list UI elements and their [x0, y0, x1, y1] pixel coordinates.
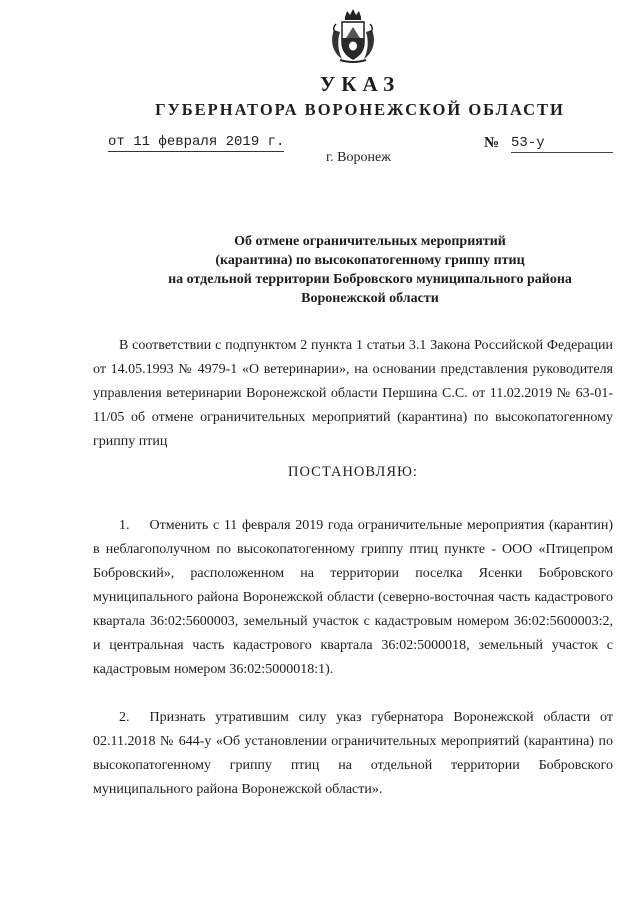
heading-line-1: Об отмене ограничительных мероприятий [234, 234, 506, 249]
decree-heading [120, 232, 620, 308]
resolve-heading: ПОСТАНОВЛЯЮ: [288, 464, 418, 480]
decree-number-block [484, 135, 614, 152]
item-1-text: Отменить с 11 февраля 2019 года ограничительные мероприятия (карантин) в неблагополучном по высокопатогенному гриппу птиц пункте - ООО «Птицепром Бобровский», расположенном на территории поселка Ясенки Бобровского муниципального района Воронежской области (северно-восточная часть кадастрового квартала 36:02:5600003, земельный участок с кадастровым номером 36:02:5600003:2, и центральная часть кадастрового квартала 36:02:5000018, земельный участок с кадастровым номером 36:02:5000018:1). [93, 518, 613, 677]
number-sign: № [484, 135, 500, 151]
preamble-paragraph: В соответствии с подпунктом 2 пункта 1 статьи 3.1 Закона Российской Федерации от 14.05.1993 № 4979-1 «О ветеринарии», на основании представления руководителя управления ветеринарии Воронежской области Першина С.С. от 11.02.2019 № 63-01-11/05 об отмене ограничительных мероприятий (карантина) по высокопатогенному гриппу птиц [93, 338, 613, 449]
coat-of-arms-emblem-icon [328, 8, 378, 64]
date-prefix: от [108, 134, 125, 150]
decree-number-value: 53-у [511, 135, 613, 153]
item-2-text: Признать утратившим силу указ губернатора Воронежской области от 02.11.2018 № 644-у «Об установлении ограничительных мероприятий (карантина) по высокопатогенному гриппу птиц на отдельной территории Бобровского муниципального района Воронежской области». [93, 710, 613, 797]
decree-subtitle: ГУБЕРНАТОРА ВОРОНЕЖСКОЙ ОБЛАСТИ [155, 100, 565, 119]
decree-item-2 [93, 706, 613, 802]
decree-city: г. Воронеж [326, 150, 391, 165]
heading-line-2: (карантина) по высокопатогенному гриппу птиц [215, 253, 525, 268]
decree-date-line [108, 134, 284, 150]
date-value: 11 февраля 2019 г. [133, 134, 285, 150]
heading-line-4: Воронежской области [301, 291, 439, 306]
item-2-number: 2. [119, 710, 130, 725]
decree-date-underlined [108, 134, 284, 152]
heading-line-3: на отдельной территории Бобровского муниципального района [168, 272, 572, 287]
item-1-number: 1. [119, 518, 130, 533]
decree-title: УКАЗ [319, 72, 401, 96]
decree-item-1 [93, 514, 613, 682]
